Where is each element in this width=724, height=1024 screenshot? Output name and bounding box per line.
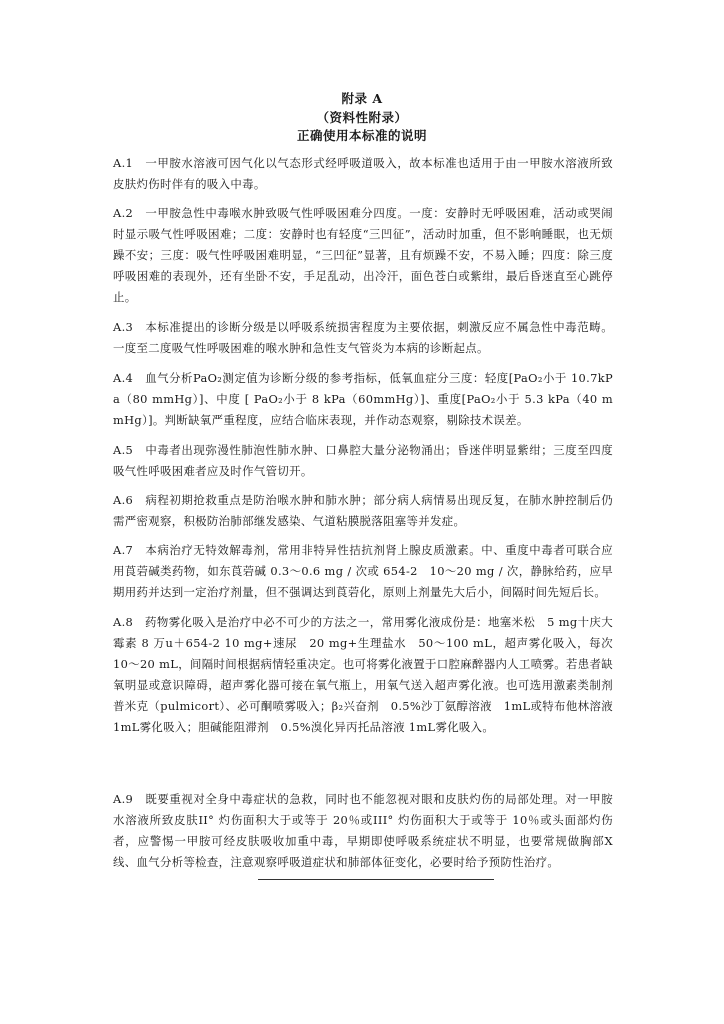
paragraph-a7: A.7 本病治疗无特效解毒剂，常用非特异性拮抗剂肾上腺皮质激素。中、重度中毒者可联合应用莨菪碱类药物，如东莨菪碱 0.3～0.6 mg / 次或 654-2 10～20 mg / 次，静脉给药，应早期用药并达到一定治疗剂量，但不强调达到莨菪化，原则上剂量先大后小，间隔时间先短后长。	[113, 543, 613, 599]
appendix-title: 附录 A	[341, 91, 383, 106]
paragraph-a1: A.1 一甲胺水溶液可因气化以气态形式经呼吸道吸入，故本标准也适用于由一甲胺水溶液所致皮肤灼伤时伴有的吸入中毒。	[113, 156, 613, 191]
paragraph-a9: A.9 既要重视对全身中毒症状的急救，同时也不能忽视对眼和皮肤灼伤的局部处理。对一甲胺水溶液所致皮肤II° 灼伤面积大于或等于 20％或III° 灼伤面积大于或等于 10％或头面部灼伤者，应警惕一甲胺可经皮肤吸收加重中毒，早期即使呼吸系统症状不明显，也要常规做胸部X线、血气分析等检查，注意观察呼吸道症状和肺部体征变化，必要时给予预防性治疗。	[113, 792, 613, 869]
paragraph-a6: A.6 病程初期抢救重点是防治喉水肿和肺水肿；部分病人病情易出现反复，在肺水肿控制后仍需严密观察，积极防治肺部继发感染、气道粘膜脱落阻塞等并发症。	[113, 493, 613, 528]
paragraph-a3: A.3 本标准提出的诊断分级是以呼吸系统损害程度为主要依据，刺激反应不属急性中毒范畴。一度至二度吸气性呼吸困难的喉水肿和急性支气管炎为本病的诊断起点。	[113, 320, 613, 355]
end-rule	[258, 879, 494, 880]
appendix-subtitle: （资料性附录）	[316, 110, 408, 125]
appendix-heading: 正确使用本标准的说明	[296, 128, 427, 143]
paragraph-a4: A.4 血气分析PaO₂测定值为诊断分级的参考指标，低氧血症分三度：轻度[PaO₂小于 10.7kPa（80 mmHg）]、中度 [ PaO₂小于 8 kPa（60mmHg）]、重度[PaO₂小于 5.3 kPa（40 mmHg）]。判断缺氧严重程度，应结合临床表现，并作动态观察，剔除技术误差。	[113, 371, 613, 427]
paragraph-a8: A.8 药物雾化吸入是治疗中必不可少的方法之一，常用雾化液成份是：地塞米松 5 mg十庆大霉素 8 万u＋654-2 10 mg+速尿 20 mg+生理盐水 50～100 mL，超声雾化吸入，每次 10～20 mL，间隔时间根据病情轻重决定。也可将雾化液置于口腔麻醉器内人工喷雾。若患者缺氧明显或意识障碍，超声雾化器可接在氧气瓶上，用氧气送入超声雾化液。也可选用激素类制剂普米克（pulmicort）、必可酮喷雾吸入；β₂兴奋剂 0.5%沙丁氨醇溶液 1mL或特布他林溶液 1mL雾化吸入；胆碱能阻滞剂 0.5%溴化异丙托品溶液 1mL雾化吸入。	[113, 615, 625, 734]
paragraph-a5: A.5 中毒者出现弥漫性肺泡性肺水肿、口鼻腔大量分泌物涌出；昏迷伴明显紫绀；三度至四度吸气性呼吸困难者应及时作气管切开。	[113, 443, 613, 478]
paragraph-a2: A.2 一甲胺急性中毒喉水肿致吸气性呼吸困难分四度。一度：安静时无呼吸困难，活动或哭闹时显示吸气性呼吸困难；二度：安静时也有轻度“三凹征”，活动时加重，但不影响睡眠，也无烦躁不安；三度：吸气性呼吸困难明显，“三凹征”显著，且有烦躁不安，不易入睡；四度：除三度呼吸困难的表现外，还有坐卧不安，手足乱动，出冷汗，面色苍白或紫绀，最后昏迷直至心跳停止。	[113, 206, 613, 304]
